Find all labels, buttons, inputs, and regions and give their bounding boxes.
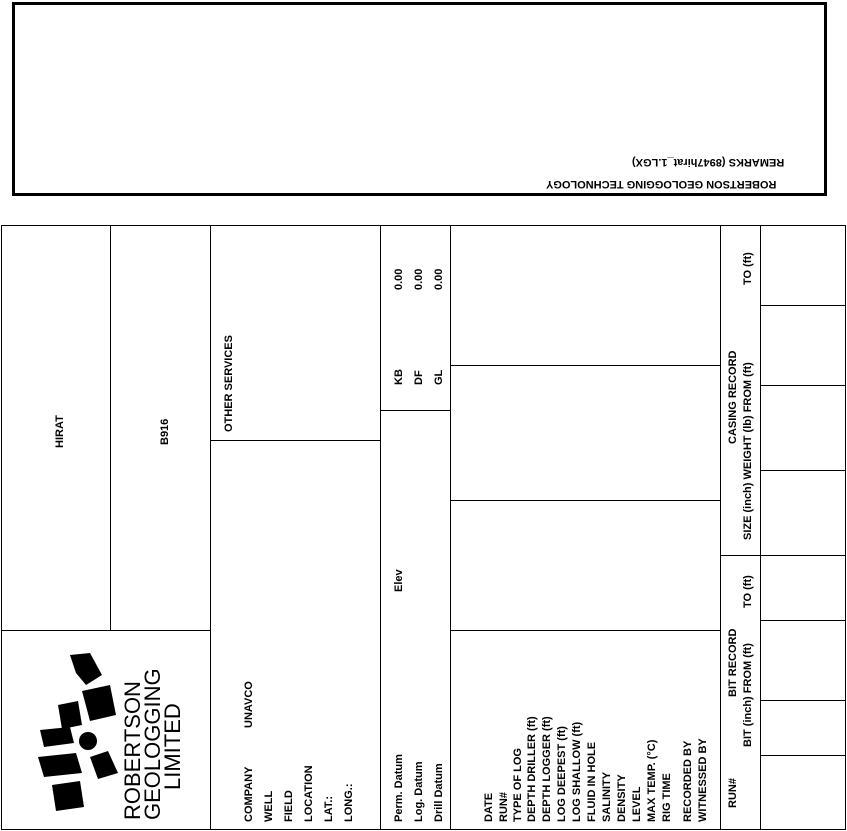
label-max-temp: MAX TEMP. (°C)	[646, 739, 658, 822]
value-kb: 0.00	[393, 268, 405, 290]
casing-record-columns: SIZE (inch) WEIGHT (lb) FROM (ft)	[742, 362, 754, 540]
divider	[720, 225, 721, 830]
divider	[760, 700, 846, 701]
label-field: FIELD	[283, 790, 295, 822]
label-kb: KB	[393, 369, 405, 385]
divider	[450, 225, 451, 830]
label-level: LEVEL	[631, 786, 643, 822]
casing-record-title: CASING RECORD	[727, 350, 739, 444]
label-run: RUN#	[498, 792, 510, 822]
logo-text-line3: LIMITED	[160, 703, 185, 790]
divider	[760, 470, 846, 471]
label-witnessed-by: WITNESSED BY	[697, 738, 709, 822]
divider	[210, 440, 380, 441]
label-company-value: UNAVCO	[243, 681, 255, 728]
label-density: DENSITY	[616, 774, 628, 822]
value-gl: 0.00	[433, 268, 445, 290]
label-recorded-by: RECORDED BY	[682, 740, 694, 822]
other-services-label: OTHER SERVICES	[223, 335, 235, 432]
logo-text-line2: GEOLOGGING	[140, 668, 165, 820]
divider	[450, 365, 720, 366]
divider	[380, 225, 381, 830]
divider	[1, 630, 210, 631]
divider	[760, 620, 846, 621]
label-drill-datum: Drill Datum	[433, 763, 445, 822]
label-date: DATE	[483, 792, 495, 822]
label-log-deepest: LOG DEEPEST (ft)	[556, 726, 568, 822]
label-perm-datum: Perm. Datum	[393, 754, 405, 822]
label-company: COMPANY	[243, 766, 255, 822]
divider	[760, 305, 846, 306]
label-depth-driller: DEPTH DRILLER (ft)	[526, 716, 538, 822]
field-name: HIRAT	[54, 415, 66, 448]
label-type-of-log: TYPE OF LOG	[512, 748, 524, 822]
logo-text-line1: ROBERTSON	[120, 681, 145, 820]
divider	[210, 225, 211, 830]
remarks-file-line: REMARKS (8947hirat_1.LGX)	[632, 156, 785, 168]
divider	[110, 225, 111, 630]
divider	[760, 755, 846, 756]
divider	[760, 385, 846, 386]
label-depth-logger: DEPTH LOGGER (ft)	[541, 716, 553, 822]
bit-record-columns: BIT (inch) FROM (ft)	[742, 643, 754, 747]
label-gl: GL	[433, 369, 445, 385]
divider	[450, 500, 720, 501]
label-lat: LAT.:	[323, 795, 335, 822]
casing-record-to: TO (ft)	[742, 252, 754, 285]
value-df: 0.00	[413, 268, 425, 290]
label-long: LONG.:	[343, 783, 355, 822]
logo-mark-icon	[38, 653, 118, 811]
label-fluid-in-hole: FLUID IN HOLE	[586, 741, 598, 822]
bit-record-title: BIT RECORD	[727, 628, 739, 697]
divider	[720, 555, 846, 556]
run-number-label: RUN#	[727, 778, 739, 808]
label-df: DF	[413, 370, 425, 385]
bit-record-to: TO (ft)	[742, 575, 754, 608]
divider	[760, 225, 761, 830]
well-code: B916	[159, 418, 171, 445]
remarks-company-line: ROBERTSON GEOLOGGING TECHNOLOGY	[546, 178, 777, 190]
label-salinity: SALINITY	[601, 771, 613, 822]
label-rig-time: RIG TIME	[661, 773, 673, 822]
divider	[450, 630, 720, 631]
label-log-shallow: LOG SHALLOW (ft)	[571, 721, 583, 822]
label-log-datum: Log. Datum	[413, 761, 425, 822]
label-location: LOCATION	[303, 765, 315, 822]
divider	[380, 410, 450, 411]
label-well: WELL	[263, 790, 275, 822]
label-elev: Elev	[393, 569, 405, 592]
